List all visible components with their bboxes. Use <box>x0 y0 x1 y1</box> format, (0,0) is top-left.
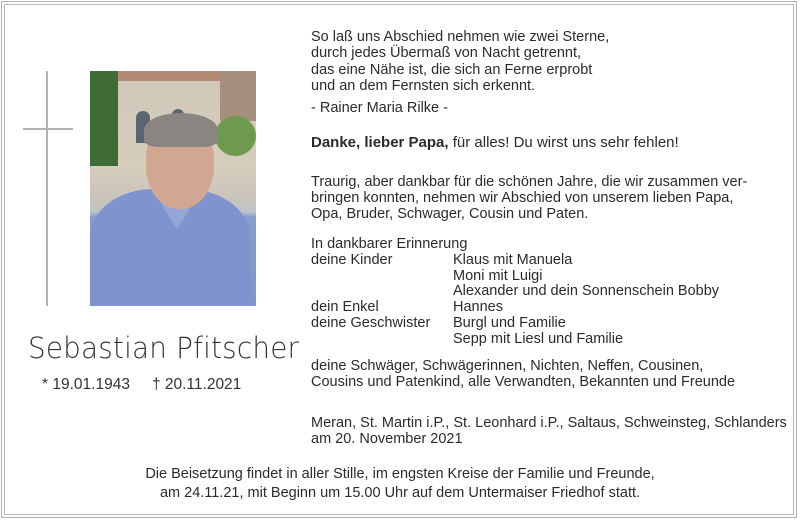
other-mourners-line: deine Schwäger, Schwägerinnen, Nichten, Neffen, Cousinen, <box>311 358 704 374</box>
mourner-row <box>311 330 624 348</box>
deceased-name: Sebastian Pfitscher <box>28 331 300 365</box>
relation: deine Geschwister <box>311 314 431 331</box>
poem-line: durch jedes Übermaß von Nacht getrennt, <box>311 45 581 62</box>
relation: dein Enkel <box>311 299 379 316</box>
poem-author: - Rainer Maria Rilke - <box>311 100 448 116</box>
photo-tower <box>220 71 256 121</box>
mourner-row <box>311 314 566 332</box>
mourner-names: Klaus mit Manuela <box>453 251 573 268</box>
mourner-names: Hannes <box>453 299 503 316</box>
death-cross-icon: † <box>151 376 161 393</box>
birth-symbol: * <box>42 376 49 393</box>
announcement-line: Opa, Bruder, Schwager, Cousin und Paten. <box>311 205 589 222</box>
burial-info <box>0 465 800 503</box>
mourner-row <box>311 299 503 316</box>
poem-line: So laß uns Abschied nehmen wie zwei Sterne, <box>311 29 610 45</box>
mourners-list <box>311 236 720 348</box>
birth-date: 19.01.1943 <box>52 376 130 393</box>
announcement-line: Traurig, aber dankbar für die schönen Jahre, die wir zusammen ver- <box>311 174 748 190</box>
place-and-date <box>311 416 787 448</box>
notice-date: am 20. November 2021 <box>311 430 463 447</box>
photo-roof <box>118 71 228 81</box>
thanks-rest: für alles! Du wirst uns sehr fehlen! <box>448 134 679 151</box>
photo-tree <box>215 116 256 156</box>
thanks-bold: Danke, lieber Papa, <box>311 134 449 151</box>
mourner-row <box>311 251 573 269</box>
mourners-heading: In dankbarer Erinnerung <box>311 236 468 252</box>
portrait-photo <box>90 71 256 306</box>
announcement-line: bringen konnten, nehmen wir Abschied von unserem lieben Papa, <box>311 189 734 206</box>
mourner-names: Moni mit Luigi <box>453 267 543 284</box>
thanks-line <box>311 135 679 151</box>
other-mourners <box>311 359 735 391</box>
relation: deine Kinder <box>311 251 393 268</box>
life-dates <box>42 376 241 394</box>
mourner-names: Alexander und dein Sonnenschein Bobby <box>453 283 720 300</box>
cross-vertical-bar <box>46 71 48 306</box>
mourner-names: Sepp mit Liesl und Familie <box>453 330 624 347</box>
other-mourners-line: Cousins und Patenkind, alle Verwandten, Bekannten und Freunde <box>311 373 736 390</box>
photo-trees <box>90 71 118 166</box>
announcement <box>311 175 747 222</box>
burial-line: Die Beisetzung findet in aller Stille, im engsten Kreise der Familie und Freunde, <box>145 466 655 482</box>
poem <box>311 29 609 94</box>
death-date: 20.11.2021 <box>164 376 242 393</box>
places: Meran, St. Martin i.P., St. Leonhard i.P., Saltaus, Schweinsteg, Schlanders <box>311 415 787 431</box>
burial-line: am 24.11.21, mit Beginn um 15.00 Uhr auf dem Untermaiser Friedhof statt. <box>159 485 641 501</box>
poem-line: das eine Nähe ist, die sich an Ferne erprobt <box>311 61 593 78</box>
cross-horizontal-bar <box>23 128 73 130</box>
mourner-names: Burgl und Familie <box>453 314 566 331</box>
photo-hair <box>144 113 218 147</box>
mourner-row <box>311 283 720 300</box>
mourner-row <box>311 267 543 285</box>
poem-line: und an dem Fernsten sich erkennt. <box>311 77 536 94</box>
